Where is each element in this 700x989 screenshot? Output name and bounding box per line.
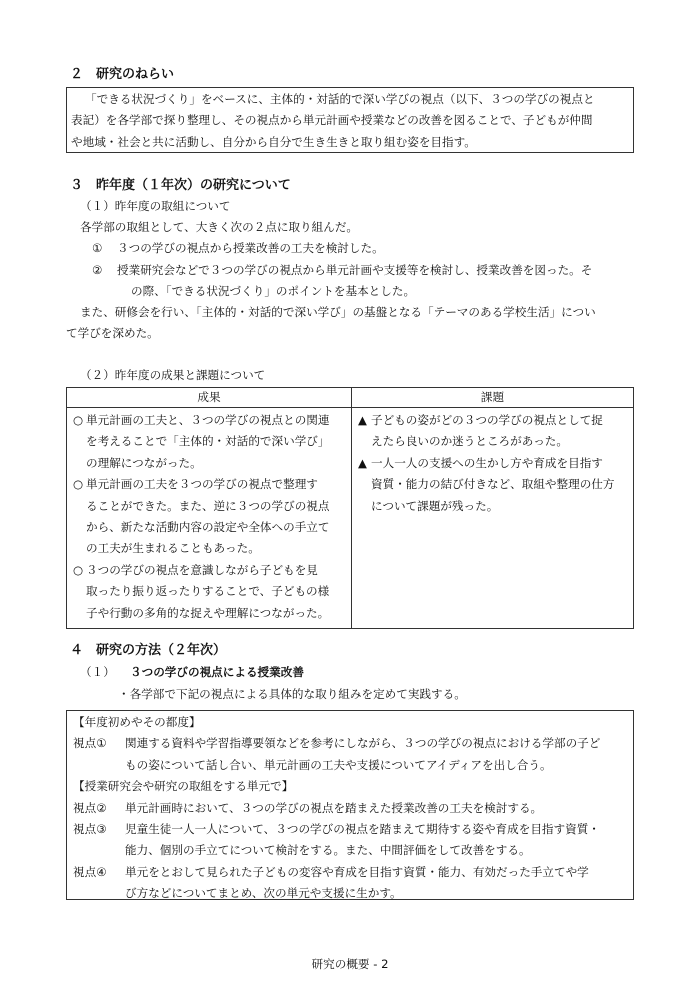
table-header-seika: 成果 <box>67 388 352 408</box>
viewpoint-4 <box>73 862 633 905</box>
viewpoint-line: 単元をとおして見られた子どもの変容や育成を目指す資質・能力、有効だった手立てや学 <box>125 864 589 879</box>
section4-heading: ４ 研究の方法（２年次） <box>70 643 227 658</box>
viewpoint-3 <box>73 819 633 862</box>
viewpoint-line: び方などについてまとめ、次の単元や支援に生かす。 <box>125 886 402 901</box>
aim-line-3: や地域・社会と共に活動し、自分から自分で生き生きと取り組む姿を目指す。 <box>71 134 476 149</box>
viewpoint-line: 能力、個別の手立てについて検討をする。また、中間評価をして改善をする。 <box>125 843 531 858</box>
section2-aim-box <box>66 87 634 153</box>
seika-item <box>73 560 347 624</box>
viewpoint-4-label: 視点④ <box>73 864 107 879</box>
table-header-kadai: 課題 <box>352 388 634 408</box>
group-heading-1: 【年度初めやその都度】 <box>73 715 201 729</box>
seika-line: ることができた。また、逆に３つの学びの視点 <box>86 498 330 513</box>
kadai-line: 資質・能力の結び付きなど、取組や整理の仕方 <box>371 477 615 492</box>
aim-line-2: 表記）を各学部で探り整理し、その視点から単元計画や授業などの改善を図ることで、子どもが仲間 <box>71 113 593 128</box>
section4-sub1-title: ３つの学びの視点による授業改善 <box>130 665 304 679</box>
item2-line-1: 授業研究会などで３つの学びの視点から単元計画や支援等を検討し、授業改善を図った。そ <box>117 263 593 277</box>
kadai-item <box>358 453 629 517</box>
seika-item <box>73 410 347 474</box>
kadai-item <box>358 410 629 453</box>
section3-intro: 各学部の取組として、大きく次の２点に取り組んだ。 <box>80 220 359 234</box>
aim-line-1: 「できる状況づくり」をベースに、主体的・対話的で深い学びの視点（以下、３つの学びの視点と <box>85 92 595 106</box>
viewpoint-line: 単元計画時において、３つの学びの視点を踏まえた授業改善の工夫を検討する。 <box>125 800 543 815</box>
circle-mark: ○ <box>73 477 84 492</box>
seika-item <box>73 474 347 560</box>
kadai-line: について課題が残った。 <box>371 498 499 513</box>
viewpoint-1-label: 視点① <box>73 736 107 751</box>
seika-line: を考えることで「主体的・対話的で深い学び」 <box>86 434 330 449</box>
item2-line-2: の際、「できる状況づくり」のポイントを基本とした。 <box>131 284 416 298</box>
section3-sub1: （１）昨年度の取組について <box>80 199 231 213</box>
viewpoint-line: もの姿について話し合い、単元計画の工夫や支援についてアイディアを出し合う。 <box>125 757 552 772</box>
group-heading-2: 【授業研究会や研究の取組をする単元で】 <box>73 779 294 794</box>
item2-number: ② <box>92 263 103 277</box>
section3-heading: ３ 昨年度（１年次）の研究について <box>70 178 291 193</box>
kadai-cell <box>352 408 634 629</box>
section4-bullet: ・各学部で下記の視点による具体的な取り組みを定めて実践する。 <box>118 687 466 701</box>
section4-sub1-number: （１） <box>80 665 115 679</box>
circle-mark: ○ <box>73 413 84 427</box>
seika-cell <box>67 408 352 629</box>
viewpoint-1 <box>73 733 633 776</box>
kadai-line: えたら良いのか迷うところがあった。 <box>371 434 568 449</box>
viewpoint-line: 関連する資料や学習指導要領などを参考にしながら、３つの学びの視点における学部の子ど <box>125 736 601 751</box>
viewpoint-line: 児童生徒一人一人について、３つの学びの視点を踏まえて期待する姿や育成を目指す資質・ <box>125 822 600 837</box>
triangle-mark: ▲ <box>358 455 367 470</box>
item1-text: ３つの学びの視点から授業改善の工夫を検討した。 <box>117 241 384 255</box>
seika-line: 単元計画の工夫と、３つの学びの視点との関連 <box>86 413 330 427</box>
results-table <box>66 387 634 629</box>
circle-mark: ○ <box>73 562 84 577</box>
section3-sub2: （２）昨年度の成果と課題について <box>80 368 266 382</box>
viewpoint-3-label: 視点③ <box>73 822 107 837</box>
para-line-1: また、研修会を行い、「主体的・対話的で深い学び」の基盤となる「テーマのある学校生活」につい <box>80 305 596 319</box>
seika-line: 子や行動の多角的な捉えや理解につながった。 <box>86 605 330 620</box>
item1-number: ① <box>92 241 103 255</box>
triangle-mark: ▲ <box>358 413 367 427</box>
viewpoint-2 <box>73 798 633 819</box>
page-footer: 研究の概要 - 2 <box>311 957 389 971</box>
seika-line: の理解につながった。 <box>86 455 202 470</box>
seika-line: 取ったり振り返ったりすることで、子どもの様 <box>86 584 330 599</box>
viewpoint-2-label: 視点② <box>73 800 107 815</box>
kadai-line: 一人一人の支援への生かし方や育成を目指す <box>371 455 603 470</box>
seika-line: の工夫が生まれることもあった。 <box>86 541 260 556</box>
seika-line: 単元計画の工夫を３つの学びの視点で整理す <box>86 477 318 492</box>
para-line-2: て学びを深めた。 <box>66 326 159 340</box>
viewpoints-box <box>66 710 634 900</box>
seika-line: から、新たな活動内容の設定や全体への手立て <box>86 520 330 535</box>
seika-line: ３つの学びの視点を意識しながら子どもを見 <box>86 562 318 577</box>
section2-heading: ２ 研究のねらい <box>70 67 175 82</box>
kadai-line: 子どもの姿がどの３つの学びの視点として捉 <box>371 413 603 427</box>
